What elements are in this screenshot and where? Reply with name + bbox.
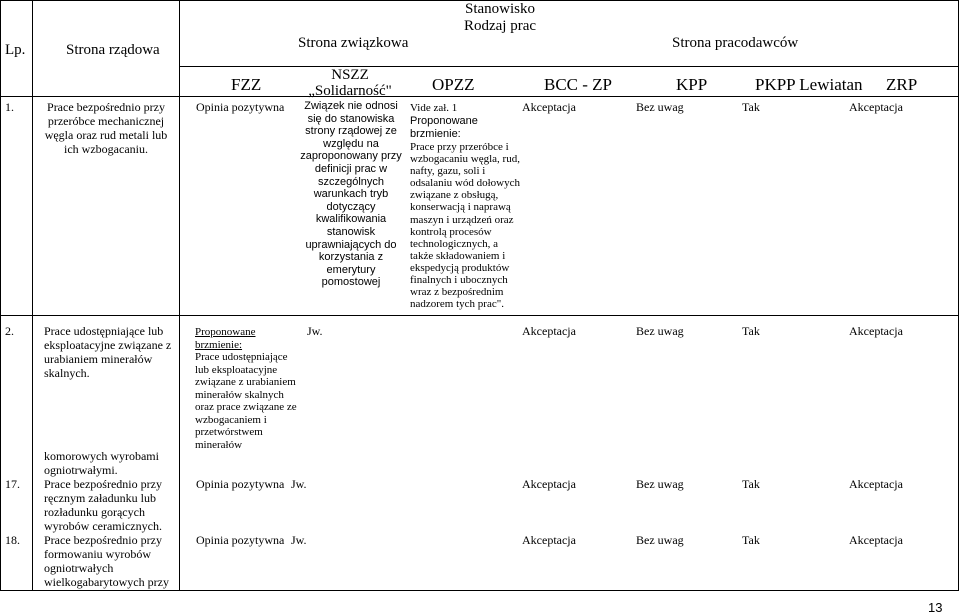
r17-zrp: Akceptacja (849, 477, 903, 491)
rule-row1-bottom (0, 315, 959, 316)
rule-col2 (179, 0, 180, 590)
r2-fzz-label: Proponowane brzmienie: (195, 326, 256, 351)
header-lp: Lp. (5, 42, 26, 58)
r1-zrp: Akceptacja (849, 100, 903, 114)
r17-fzz: Opinia pozytywna (196, 477, 285, 491)
r18-fzz: Opinia pozytywna (196, 533, 285, 547)
col-opzz: OPZZ (432, 75, 475, 94)
r17-opzz: Jw. (291, 477, 307, 491)
r1-opzz-vide: Vide zał. 1 (410, 102, 458, 114)
rule-left (0, 0, 1, 590)
r1-fzz: Opinia pozytywna (196, 100, 285, 114)
r18-zrp: Akceptacja (849, 533, 903, 547)
col-nszz-2: „Solidarność" (308, 83, 392, 99)
rule-header-bottom (0, 96, 959, 97)
rule-col1 (32, 0, 33, 590)
col-nszz-1: NSZZ (331, 67, 369, 83)
r1-text: Prace bezpośrednio przy przeróbce mechanicznej węgla oraz rud metali lub ich wzbogacaniu. (44, 100, 168, 156)
r17-kpp: Bez uwag (636, 477, 684, 491)
r2-fzz-text: Prace udostępniające lub eksploatacyjne związane z urabianiem minerałów skalnych oraz prace związane ze wzbogacaniem i przetwórstwem minerałów (195, 351, 297, 451)
page-number: 13 (928, 600, 943, 615)
r1-kpp: Bez uwag (636, 100, 684, 114)
header-stanowisko: Stanowisko (464, 1, 535, 17)
col-fzz: FZZ (231, 75, 262, 94)
r18-kpp: Bez uwag (636, 533, 684, 547)
r17-bcc: Akceptacja (522, 477, 576, 491)
r18-opzz: Jw. (291, 533, 307, 547)
r1-opzz-label: Proponowane brzmienie: (410, 115, 478, 140)
r1-opzz-text: Prace przy przeróbce i wzbogacaniu węgla, rud, nafty, gazu, soli i odsalaniu wód dołowych związane z obsługą, konserwacją i naprawą maszyn i urządzeń oraz kontrolą procesów technologicznych, a także składowaniem i ekspedycją produktów finalnych i ubocznych wraz z bezpośrednim nadzorem tych prac". (410, 141, 520, 311)
r17-pkpp: Tak (742, 477, 760, 491)
col-kpp: KPP (676, 75, 708, 94)
r17-text: Prace bezpośrednio przy ręcznym załadunku lub rozładunku gorących wyrobów ceramicznych. (44, 477, 162, 533)
r2-opzz: Jw. (307, 324, 323, 338)
header-strona-zwiazkowa: Strona związkowa (298, 35, 409, 51)
col-bcc: BCC - ZP (544, 75, 613, 94)
r1-pkpp: Tak (742, 100, 760, 114)
r2-kpp: Bez uwag (636, 324, 684, 338)
r18-pkpp: Tak (742, 533, 760, 547)
r2-bcc: Akceptacja (522, 324, 576, 338)
rule-table-bottom (0, 590, 959, 591)
r2-text: Prace udostępniające lub eksploatacyjne związane z urabianiem minerałów skalnych. (44, 324, 172, 380)
r17-lp: 17. (5, 477, 20, 491)
r-cont-text: komorowych wyrobami ogniotrwałymi. (44, 449, 159, 477)
r1-nszz: Związek nie odnosi się do stanowiska strony rządowej ze względu na zaproponowany przy definicji prac w szczególnych warunkach tryb dotyczący kwalifikowania stanowisk uprawniających do korzystania z emerytury pomostowej (300, 100, 402, 289)
r18-bcc: Akceptacja (522, 533, 576, 547)
r18-lp: 18. (5, 533, 20, 547)
r2-lp: 2. (5, 324, 14, 338)
r1-lp: 1. (5, 100, 14, 114)
rule-header-mid (179, 66, 959, 67)
r2-zrp: Akceptacja (849, 324, 903, 338)
header-strona-pracodawcow: Strona pracodawców (672, 35, 799, 51)
r2-pkpp: Tak (742, 324, 760, 338)
col-pkpp: PKPP Lewiatan (755, 75, 863, 94)
header-rodzaj-prac: Rodzaj prac (463, 18, 537, 34)
r1-bcc: Akceptacja (522, 100, 576, 114)
header-strona-rzadowa: Strona rządowa (66, 42, 160, 58)
r18-text: Prace bezpośrednio przy formowaniu wyrobów ogniotrwałych wielkogabarytowych przy (44, 533, 169, 589)
col-zrp: ZRP (886, 75, 918, 94)
